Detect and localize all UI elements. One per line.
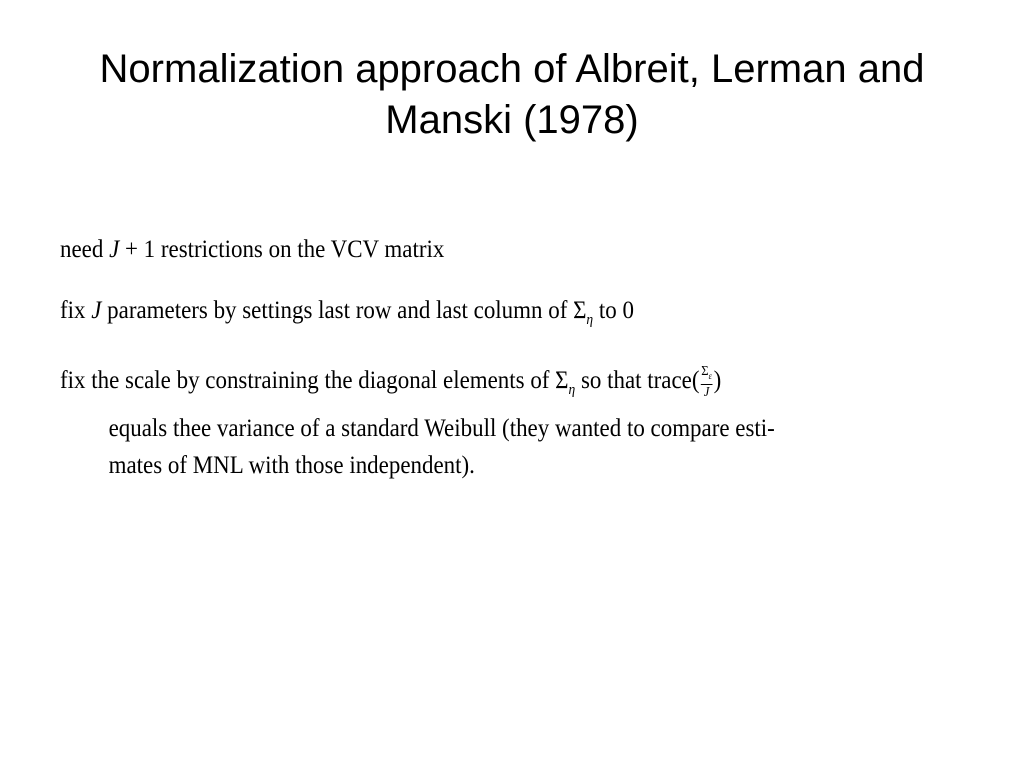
- item-text: to 0: [593, 295, 634, 324]
- fraction-numerator: [700, 365, 712, 385]
- item-text: fix the scale by constraining the diagonal elements of Σ: [60, 365, 569, 395]
- item-text: ): [713, 365, 722, 395]
- bullet-item-restrictions: [60, 230, 852, 267]
- item-text: parameters by settings last row and last column of Σ: [101, 295, 587, 324]
- fraction-denominator: J: [703, 384, 710, 400]
- numerator-subscript: ε: [708, 370, 712, 381]
- item-line-2: equals thee variance of a standard Weibull (they wanted to compare esti-: [108, 413, 775, 443]
- math-variable: J: [91, 295, 102, 324]
- item-text: fix: [60, 295, 92, 324]
- slide-title: Normalization approach of Albreit, Lerman and Manski (1978): [99, 47, 925, 142]
- math-subscript: η: [586, 312, 594, 329]
- math-subscript: η: [568, 382, 576, 399]
- bullet-item-fix-scale: [60, 361, 852, 483]
- slide-body: [60, 230, 852, 483]
- math-variable: J: [109, 234, 120, 263]
- item-line-3: mates of MNL with those independent).: [108, 450, 475, 480]
- item-text: + 1 restrictions on the VCV matrix: [119, 234, 445, 263]
- item-line-1: [60, 361, 852, 409]
- item-text: so that trace(: [575, 365, 700, 395]
- bullet-item-fix-parameters: [60, 291, 852, 339]
- item-text: need: [60, 234, 110, 263]
- math-fraction: [700, 365, 712, 400]
- numerator-symbol: Σ: [701, 363, 709, 379]
